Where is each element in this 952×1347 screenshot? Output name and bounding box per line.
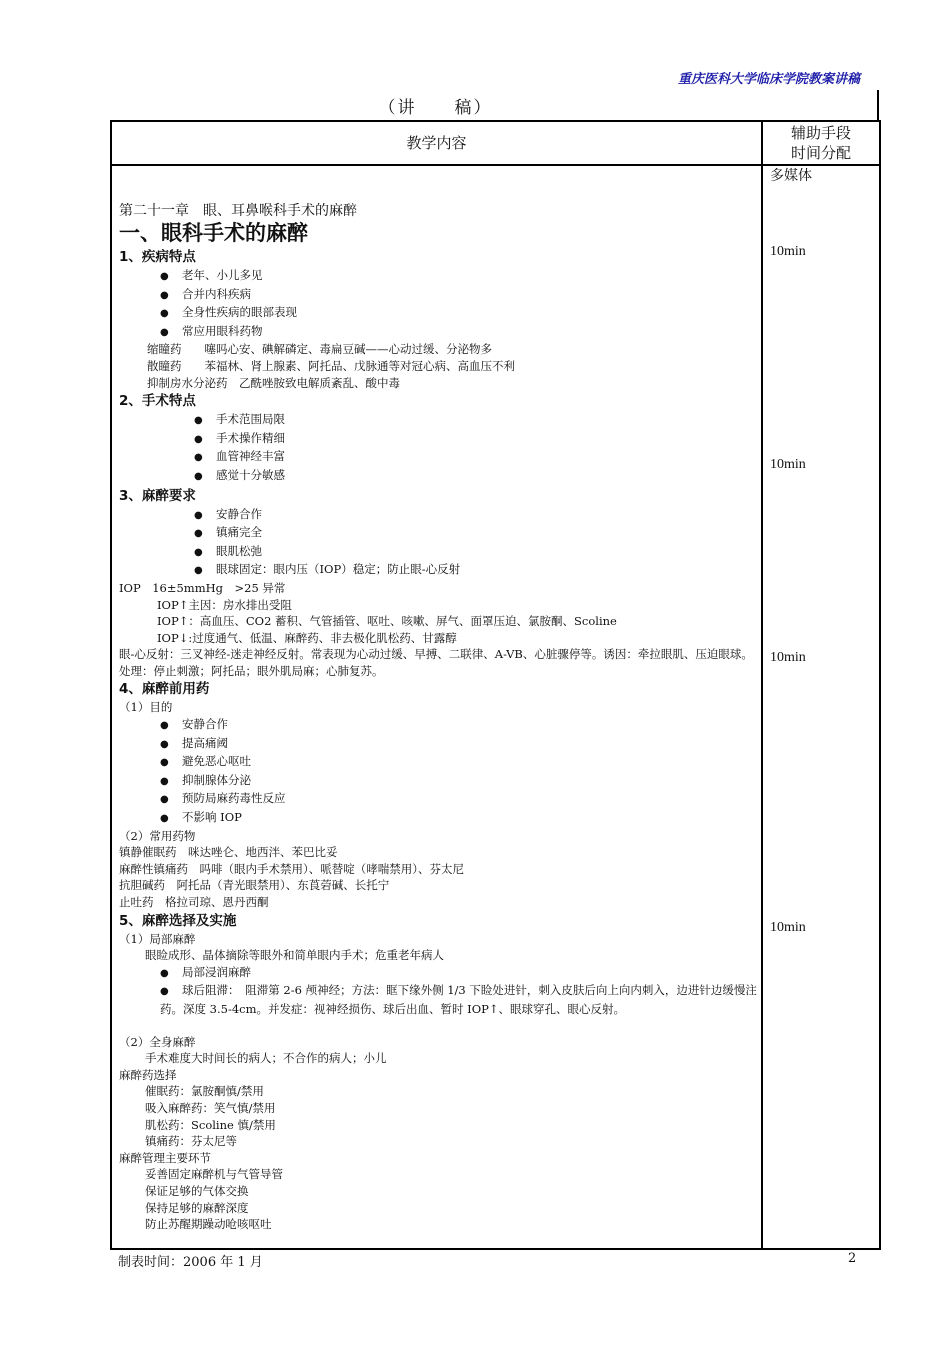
aux-time-3: 10min <box>770 650 806 665</box>
text-line: IOP↑主因：房水排出受阻 <box>157 597 292 612</box>
list-item: ● 感觉十分敏感 <box>119 467 759 486</box>
header-brand: 重庆医科大学临床学院教案讲稿 <box>677 72 860 87</box>
page-number: 2 <box>848 1251 857 1266</box>
list-item: ● 镇痛完全 <box>119 524 759 543</box>
bullet-icon: ● <box>160 775 169 787</box>
list-item: ● 安静合作 <box>119 506 759 525</box>
list-item: ● 提高痛阈 <box>119 735 759 754</box>
heading-surgery-features: 2、手术特点 <box>119 393 196 410</box>
teaching-content <box>119 170 759 1233</box>
heading-anesthesia-requirements: 3、麻醉要求 <box>119 487 196 504</box>
bullet-icon: ● <box>160 326 169 338</box>
footer-date: 制表时间：2006 年 1 月 <box>118 1255 263 1270</box>
bullet-icon: ● <box>160 738 169 750</box>
list-item: ● 手术操作精细 <box>119 430 759 449</box>
list-item: ● 眼球固定：眼内压（IOP）稳定；防止眼-心反射 <box>119 561 759 580</box>
bullet-icon: ● <box>194 452 203 464</box>
text-line: 保持足够的麻醉深度 <box>145 1200 249 1215</box>
aux-time-4: 10min <box>770 920 806 935</box>
bullet-icon: ● <box>160 794 169 806</box>
bullet-icon: ● <box>160 271 169 282</box>
text-line: IOP↑：高血压、CO2 蓄积、气管插管、呕吐、咳嗽、屏气、面罩压迫、氯胺酮、Scoline <box>157 614 617 629</box>
text-line: 保证足够的气体交换 <box>145 1183 249 1198</box>
list-item: ● 预防局麻药毒性反应 <box>119 790 759 809</box>
text-line: 镇静催眠药 咪达唑仑、地西泮、苯巴比妥 <box>119 845 338 860</box>
bullet-icon: ● <box>194 470 203 482</box>
text-line: 眼睑成形、晶体摘除等眼外和简单眼内手术；危重老年病人 <box>145 948 444 963</box>
text-line: 催眠药：氯胺酮慎/禁用 <box>145 1084 264 1099</box>
list-item: ● 全身性疾病的眼部表现 <box>119 304 759 323</box>
bullet-icon: ● <box>160 813 169 825</box>
text-line: （1）局部麻醉 <box>119 931 196 946</box>
list-item: ● 不影响 IOP <box>119 809 759 828</box>
text-line: 吸入麻醉药：笑气慎/禁用 <box>145 1100 276 1115</box>
list-item: ● 合并内科疾病 <box>119 286 759 305</box>
text-line: IOP 16±5mmHg >25 异常 <box>119 580 286 595</box>
bullet-icon: ● <box>160 986 169 998</box>
heading-premedication: 4、麻醉前用药 <box>119 681 210 698</box>
bullet-icon: ● <box>194 415 203 427</box>
bullet-icon: ● <box>160 308 169 320</box>
text-line: 麻醉性镇痛药 吗啡（眼内手术禁用）、哌替啶（哮喘禁用）、芬太尼 <box>119 861 464 876</box>
text-line: 抗胆碱药 阿托品（青光眼禁用）、东莨菪碱、长托宁 <box>119 878 390 893</box>
bullet-icon: ● <box>194 546 203 558</box>
aux-column-header <box>763 123 879 163</box>
section-title: 一、眼科手术的麻醉 <box>119 221 308 245</box>
bullet-icon: ● <box>194 433 203 445</box>
text-line: 散瞳药 苯福林、肾上腺素、阿托品、戊脉通等对冠心病、高血压不利 <box>147 358 515 373</box>
text-line: （2）全身麻醉 <box>119 1034 196 1049</box>
text-line: （2）常用药物 <box>119 828 196 843</box>
bullet-icon: ● <box>160 289 169 301</box>
title-border <box>877 90 879 120</box>
text-line: 缩瞳药 噻吗心安、碘解磷定、毒扁豆碱——心动过缓、分泌物多 <box>147 342 492 357</box>
text-line: IOP↓:过度通气、低温、麻醉药、非去极化肌松药、甘露醇 <box>157 630 457 645</box>
aux-time-1: 10min <box>770 244 806 259</box>
bullet-icon: ● <box>160 757 169 769</box>
oculocardiac-paragraph: 眼-心反射：三叉神经-迷走神经反射。常表现为心动过缓、早搏、二联律、A-VB、心脏骤停等。诱因：牵拉眼肌、压迫眼球。处理：停止刺激；阿托品；眼外肌局麻；心肺复苏。 <box>119 647 753 678</box>
aux-media: 多媒体 <box>770 169 812 184</box>
text-line: 妥善固定麻醉机与气管导管 <box>145 1167 283 1182</box>
lecture-table <box>110 120 881 1250</box>
list-item: ● 眼肌松弛 <box>119 543 759 562</box>
list-item: ● 常应用眼科药物 <box>119 323 759 342</box>
text-line: 肌松药：Scoline 慎/禁用 <box>145 1117 276 1132</box>
bullet-icon: ● <box>194 565 203 577</box>
list-item: ● 血管神经丰富 <box>119 448 759 467</box>
spacer <box>119 1018 759 1034</box>
text-line: 镇痛药：芬太尼等 <box>145 1134 237 1149</box>
list-item: ● 手术范围局限 <box>119 411 759 430</box>
header-divider <box>112 164 879 166</box>
list-item: ● 避免恶心呕吐 <box>119 753 759 772</box>
text-line: 防止苏醒期躁动呛咳呕吐 <box>145 1217 272 1232</box>
text-line: 麻醉管理主要环节 <box>119 1150 211 1165</box>
list-item: ● 局部浸润麻醉 <box>119 964 759 983</box>
bullet-icon: ● <box>194 528 203 540</box>
text-line: （1）目的 <box>119 700 173 715</box>
aux-time-2: 10min <box>770 457 806 472</box>
text-line: 抑制房水分泌药 乙酰唑胺致电解质紊乱、酸中毒 <box>147 375 400 390</box>
heading-disease-features: 1、疾病特点 <box>119 249 196 265</box>
text-line: 手术难度大时间长的病人；不合作的病人；小儿 <box>145 1051 387 1066</box>
bullet-icon: ● <box>160 720 169 732</box>
list-item: ● 安静合作 <box>119 716 759 735</box>
bullet-icon: ● <box>160 967 169 979</box>
content-column-header: 教学内容 <box>406 134 467 152</box>
list-item: ● 抑制腺体分泌 <box>119 772 759 791</box>
list-item: ● 球后阻滞： 阻滞第 2-6 颅神经；方法：眶下缘外侧 1/3 下睑处进针，刺入皮肤后向上向内刺入，边进针边缓慢注药。深度 3.5-4cm。并发症：视神经损伤、球后出血、暂时 IOP↑、眼球穿孔、眼心反射。 <box>160 983 757 1016</box>
text-line: 麻醉药选择 <box>119 1067 177 1082</box>
chapter-title: 第二十一章 眼、耳鼻喉科手术的麻醉 <box>119 203 357 219</box>
text-line: 止吐药 格拉司琼、恩丹西酮 <box>119 895 269 909</box>
aux-header-line2: 时间分配 <box>790 144 851 162</box>
heading-anesthesia-choice: 5、麻醉选择及实施 <box>119 912 237 929</box>
list-item: ● 老年、小儿多见 <box>119 267 759 286</box>
column-divider <box>761 122 763 1248</box>
bullet-icon: ● <box>194 509 203 521</box>
aux-header-line1: 辅助手段 <box>790 124 851 142</box>
document-title: （讲 稿） <box>378 98 493 118</box>
